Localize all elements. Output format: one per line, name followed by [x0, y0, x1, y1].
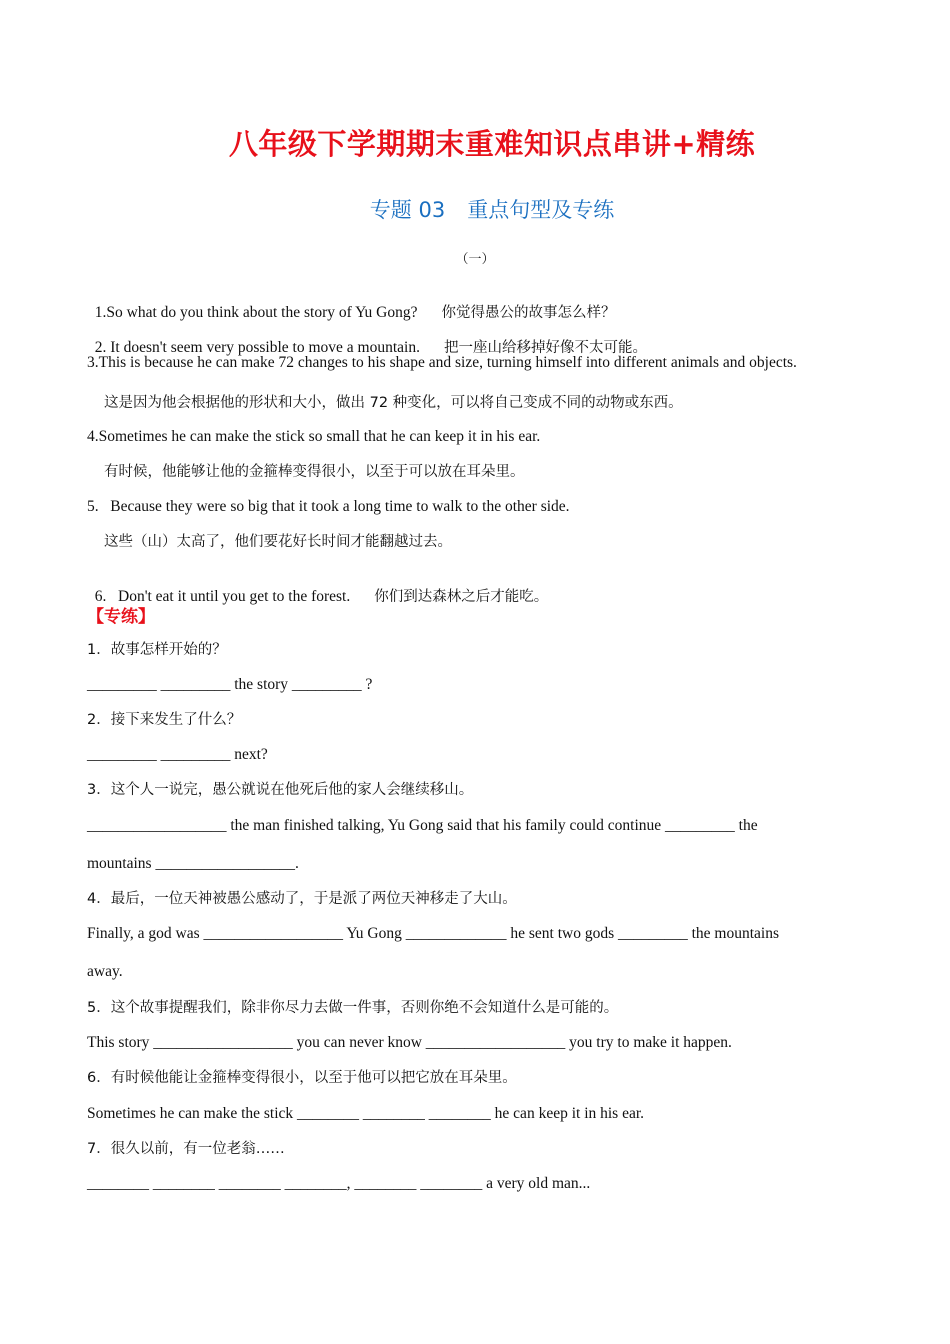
drill-question-6: 6．有时候他能让金箍棒变得很小，以至于他可以把它放在耳朵里。: [87, 1070, 517, 1086]
sentence-en: 6. Don't eat it until you get to the forest.: [94, 588, 351, 605]
sentence-3-en: 3.This is because he can make 72 changes to his shape and size, turning himself into different animals and objects.: [87, 354, 797, 371]
sentence-cn: 你觉得愚公的故事怎么样？: [441, 305, 616, 321]
sentence-3-cn: 这是因为他会根据他的形状和大小，做出 72 种变化，可以将自己变成不同的动物或东西。: [104, 395, 683, 411]
drill-question-4: 4．最后，一位天神被愚公感动了，于是派了两位天神移走了大山。: [87, 891, 517, 907]
drill-answer-2: _________ _________ next?: [87, 746, 268, 763]
drill-answer-3b: mountains __________________.: [87, 855, 299, 872]
subtitle-text: 重点句型及专练: [467, 198, 615, 222]
drill-question-1: 1．故事怎样开始的？: [87, 642, 227, 658]
sentence-cn: 把一座山给移掉好像不太可能。: [443, 340, 647, 356]
sentence-cn: 你们到达森林之后才能吃。: [374, 589, 549, 605]
drill-question-5: 5．这个故事提醒我们，除非你尽力去做一件事，否则你绝不会知道什么是可能的。: [87, 1000, 619, 1016]
section-mark: （一）: [455, 251, 495, 266]
drill-question-3: 3．这个人一说完，愚公就说在他死后他的家人会继续移山。: [87, 782, 474, 798]
drill-answer-6: Sometimes he can make the stick ________ ________ ________ he can keep it in his ear.: [87, 1105, 645, 1122]
drill-answer-3a: __________________ the man finished talking, Yu Gong said that his family could continue _________ the: [87, 817, 758, 834]
sentence-1: [87, 283, 616, 323]
drill-answer-5: This story __________________ you can never know __________________ you try to make it happen.: [87, 1034, 732, 1051]
sentence-5-cn: 这些（山）太高了，他们要花好长时间才能翻越过去。: [104, 534, 452, 550]
drill-answer-1: _________ _________ the story _________ ?: [87, 676, 373, 693]
drill-answer-4a: Finally, a god was __________________ Yu Gong _____________ he sent two gods _________ the mountains: [87, 925, 780, 942]
drill-question-2: 2．接下来发生了什么？: [87, 712, 242, 728]
sentence-5-en: 5. Because they were so big that it took a long time to walk to the other side.: [87, 498, 570, 515]
subtitle-number: 专题 03: [369, 198, 446, 222]
drill-question-7: 7．很久以前，有一位老翁……: [87, 1141, 285, 1157]
sentence-6: [87, 567, 548, 607]
sentence-en: 1.So what do you think about the story of Yu Gong?: [94, 304, 418, 321]
main-title: 八年级下学期期末重难知识点串讲+精练: [228, 127, 756, 161]
sentence-en: 2. It doesn't seem very possible to move a mountain.: [94, 339, 420, 356]
sentence-2: [87, 318, 647, 358]
sentence-4-en: 4.Sometimes he can make the stick so small that he can keep it in his ear.: [87, 428, 541, 445]
drill-heading: 【专练】: [87, 607, 155, 627]
sentence-4-cn: 有时候，他能够让他的金箍棒变得很小，以至于可以放在耳朵里。: [104, 464, 525, 480]
drill-answer-7: ________ ________ ________ ________, ________ ________ a very old man...: [87, 1175, 591, 1192]
drill-answer-4b: away.: [87, 963, 123, 980]
subtitle: [0, 194, 950, 224]
